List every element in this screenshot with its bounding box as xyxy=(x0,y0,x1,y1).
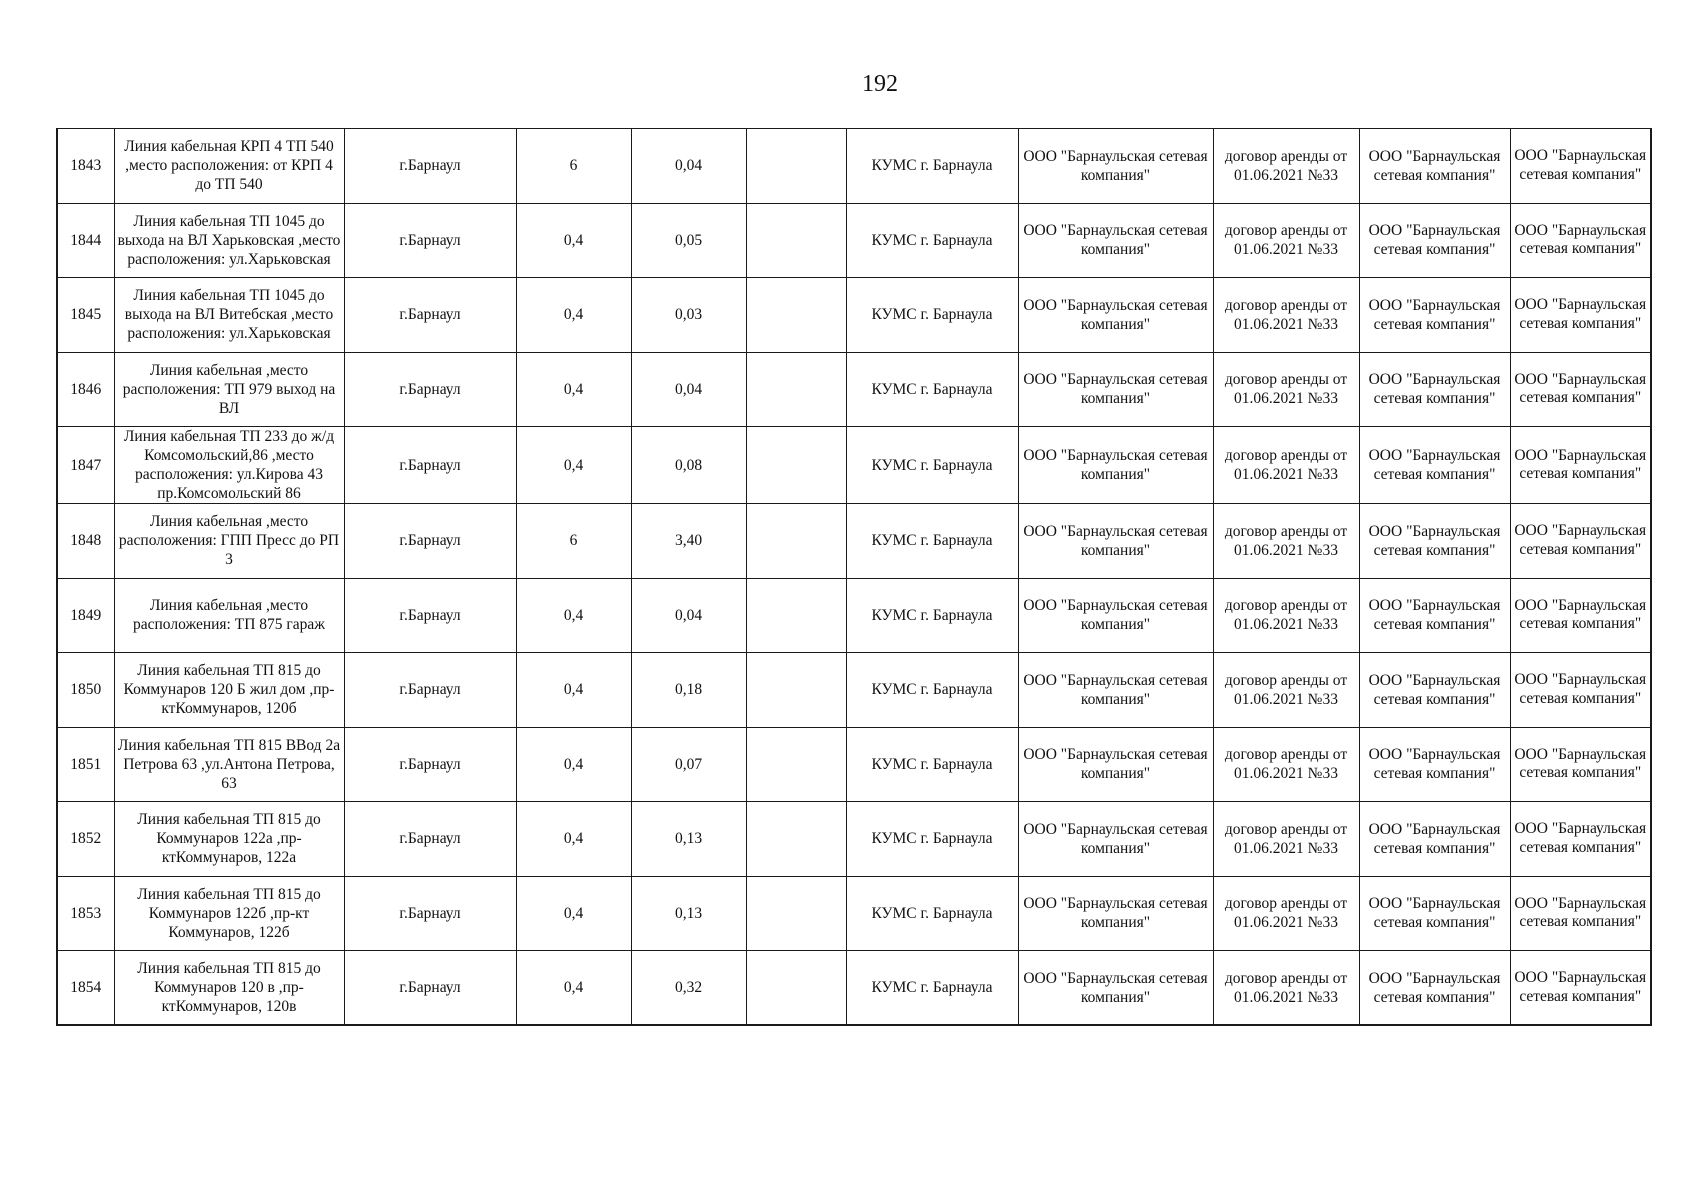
cell-extra xyxy=(746,876,846,951)
cell-maintainer: ООО "Барнаульская сетевая компания" xyxy=(1510,352,1651,427)
cell-extra xyxy=(746,653,846,728)
cell-owner: КУМС г. Барнаула xyxy=(846,278,1018,353)
cell-length: 0,32 xyxy=(631,951,746,1026)
cell-number: 1850 xyxy=(57,653,114,728)
cell-holder: ООО "Барнаульская сетевая компания" xyxy=(1359,578,1510,653)
cell-contract: договор аренды от 01.06.2021 №33 xyxy=(1213,802,1359,877)
cell-length: 0,13 xyxy=(631,802,746,877)
cell-holder: ООО "Барнаульская сетевая компания" xyxy=(1359,129,1510,204)
table-row xyxy=(57,203,1651,278)
cell-maintainer: ООО "Барнаульская сетевая компания" xyxy=(1510,578,1651,653)
cell-owner: КУМС г. Барнаула xyxy=(846,727,1018,802)
cell-extra xyxy=(746,504,846,579)
cell-voltage: 6 xyxy=(516,504,631,579)
cell-maintainer: ООО "Барнаульская сетевая компания" xyxy=(1510,653,1651,728)
table-row xyxy=(57,278,1651,353)
cell-city: г.Барнаул xyxy=(344,203,516,278)
cell-voltage: 0,4 xyxy=(516,352,631,427)
table-row xyxy=(57,951,1651,1026)
cell-contract: договор аренды от 01.06.2021 №33 xyxy=(1213,951,1359,1026)
table-row xyxy=(57,727,1651,802)
cell-city: г.Барнаул xyxy=(344,504,516,579)
cell-contract: договор аренды от 01.06.2021 №33 xyxy=(1213,727,1359,802)
cell-maintainer: ООО "Барнаульская сетевая компания" xyxy=(1510,951,1651,1026)
cell-voltage: 0,4 xyxy=(516,278,631,353)
cell-owner: КУМС г. Барнаула xyxy=(846,802,1018,877)
cell-voltage: 0,4 xyxy=(516,427,631,504)
cell-owner: КУМС г. Барнаула xyxy=(846,653,1018,728)
cell-extra xyxy=(746,727,846,802)
cell-extra xyxy=(746,278,846,353)
cell-name: Линия кабельная ТП 815 до Коммунаров 122а ,пр-ктКоммунаров, 122а xyxy=(114,802,344,877)
cell-city: г.Барнаул xyxy=(344,727,516,802)
cell-voltage: 0,4 xyxy=(516,727,631,802)
cell-voltage: 0,4 xyxy=(516,951,631,1026)
cell-contract: договор аренды от 01.06.2021 №33 xyxy=(1213,876,1359,951)
cell-name: Линия кабельная ТП 815 ВВод 2а Петрова 63 ,ул.Антона Петрова, 63 xyxy=(114,727,344,802)
table-row xyxy=(57,504,1651,579)
cell-length: 0,18 xyxy=(631,653,746,728)
cell-length: 0,05 xyxy=(631,203,746,278)
cell-maintainer: ООО "Барнаульская сетевая компания" xyxy=(1510,129,1651,204)
cell-contract: договор аренды от 01.06.2021 №33 xyxy=(1213,578,1359,653)
cell-maintainer: ООО "Барнаульская сетевая компания" xyxy=(1510,802,1651,877)
cell-holder: ООО "Барнаульская сетевая компания" xyxy=(1359,427,1510,504)
cell-number: 1847 xyxy=(57,427,114,504)
cell-holder: ООО "Барнаульская сетевая компания" xyxy=(1359,802,1510,877)
table-row xyxy=(57,129,1651,204)
cell-owner: КУМС г. Барнаула xyxy=(846,504,1018,579)
cell-name: Линия кабельная ТП 1045 до выхода на ВЛ Харьковская ,место расположения: ул.Харьковская xyxy=(114,203,344,278)
cell-number: 1849 xyxy=(57,578,114,653)
cell-maintainer: ООО "Барнаульская сетевая компания" xyxy=(1510,427,1651,504)
cell-voltage: 0,4 xyxy=(516,203,631,278)
cell-voltage: 0,4 xyxy=(516,802,631,877)
cell-name: Линия кабельная ,место расположения: ТП 875 гараж xyxy=(114,578,344,653)
cell-operator: ООО "Барнаульская сетевая компания" xyxy=(1018,278,1213,353)
cell-owner: КУМС г. Барнаула xyxy=(846,876,1018,951)
table-row xyxy=(57,427,1651,504)
cell-contract: договор аренды от 01.06.2021 №33 xyxy=(1213,278,1359,353)
cell-maintainer: ООО "Барнаульская сетевая компания" xyxy=(1510,278,1651,353)
cell-operator: ООО "Барнаульская сетевая компания" xyxy=(1018,876,1213,951)
cell-number: 1845 xyxy=(57,278,114,353)
table-row xyxy=(57,578,1651,653)
cell-number: 1852 xyxy=(57,802,114,877)
cell-contract: договор аренды от 01.06.2021 №33 xyxy=(1213,129,1359,204)
cell-name: Линия кабельная ТП 815 до Коммунаров 120 в ,пр-ктКоммунаров, 120в xyxy=(114,951,344,1026)
cell-contract: договор аренды от 01.06.2021 №33 xyxy=(1213,504,1359,579)
cell-holder: ООО "Барнаульская сетевая компания" xyxy=(1359,278,1510,353)
cell-name: Линия кабельная ,место расположения: ТП 979 выход на ВЛ xyxy=(114,352,344,427)
cell-name: Линия кабельная ТП 233 до ж/д Комсомольский,86 ,место расположения: ул.Кирова 43 пр.Комсомольский 86 xyxy=(114,427,344,504)
cell-operator: ООО "Барнаульская сетевая компания" xyxy=(1018,129,1213,204)
cell-contract: договор аренды от 01.06.2021 №33 xyxy=(1213,352,1359,427)
cell-contract: договор аренды от 01.06.2021 №33 xyxy=(1213,427,1359,504)
cell-extra xyxy=(746,427,846,504)
table-row xyxy=(57,352,1651,427)
cell-operator: ООО "Барнаульская сетевая компания" xyxy=(1018,578,1213,653)
cell-city: г.Барнаул xyxy=(344,802,516,877)
cell-number: 1854 xyxy=(57,951,114,1026)
cell-name: Линия кабельная ТП 815 до Коммунаров 120 Б жил дом ,пр-ктКоммунаров, 120б xyxy=(114,653,344,728)
cell-number: 1844 xyxy=(57,203,114,278)
cell-number: 1843 xyxy=(57,129,114,204)
cell-contract: договор аренды от 01.06.2021 №33 xyxy=(1213,203,1359,278)
cell-operator: ООО "Барнаульская сетевая компания" xyxy=(1018,504,1213,579)
cell-city: г.Барнаул xyxy=(344,352,516,427)
cell-length: 0,04 xyxy=(631,578,746,653)
cell-length: 0,08 xyxy=(631,427,746,504)
cell-maintainer: ООО "Барнаульская сетевая компания" xyxy=(1510,203,1651,278)
cell-city: г.Барнаул xyxy=(344,951,516,1026)
cell-holder: ООО "Барнаульская сетевая компания" xyxy=(1359,727,1510,802)
cell-voltage: 6 xyxy=(516,129,631,204)
cell-owner: КУМС г. Барнаула xyxy=(846,352,1018,427)
cell-voltage: 0,4 xyxy=(516,653,631,728)
cell-owner: КУМС г. Барнаула xyxy=(846,129,1018,204)
cell-name: Линия кабельная ,место расположения: ГПП Пресс до РП 3 xyxy=(114,504,344,579)
cell-extra xyxy=(746,802,846,877)
cell-holder: ООО "Барнаульская сетевая компания" xyxy=(1359,876,1510,951)
cell-extra xyxy=(746,129,846,204)
cell-city: г.Барнаул xyxy=(344,129,516,204)
cell-number: 1848 xyxy=(57,504,114,579)
cell-holder: ООО "Барнаульская сетевая компания" xyxy=(1359,352,1510,427)
cell-city: г.Барнаул xyxy=(344,578,516,653)
cell-length: 0,04 xyxy=(631,129,746,204)
cell-operator: ООО "Барнаульская сетевая компания" xyxy=(1018,802,1213,877)
cell-length: 0,13 xyxy=(631,876,746,951)
cell-owner: КУМС г. Барнаула xyxy=(846,578,1018,653)
cell-holder: ООО "Барнаульская сетевая компания" xyxy=(1359,951,1510,1026)
cell-operator: ООО "Барнаульская сетевая компания" xyxy=(1018,352,1213,427)
cell-extra xyxy=(746,203,846,278)
cell-number: 1846 xyxy=(57,352,114,427)
cell-operator: ООО "Барнаульская сетевая компания" xyxy=(1018,653,1213,728)
cell-number: 1853 xyxy=(57,876,114,951)
cell-length: 0,07 xyxy=(631,727,746,802)
cell-owner: КУМС г. Барнаула xyxy=(846,203,1018,278)
cell-extra xyxy=(746,352,846,427)
table-row xyxy=(57,802,1651,877)
cell-extra xyxy=(746,578,846,653)
cell-operator: ООО "Барнаульская сетевая компания" xyxy=(1018,427,1213,504)
cell-city: г.Барнаул xyxy=(344,653,516,728)
cell-city: г.Барнаул xyxy=(344,278,516,353)
cell-length: 0,04 xyxy=(631,352,746,427)
cell-name: Линия кабельная ТП 1045 до выхода на ВЛ Витебская ,место расположения: ул.Харьковская xyxy=(114,278,344,353)
cell-maintainer: ООО "Барнаульская сетевая компания" xyxy=(1510,727,1651,802)
cell-number: 1851 xyxy=(57,727,114,802)
registry-body xyxy=(57,129,1651,1026)
cell-voltage: 0,4 xyxy=(516,578,631,653)
cell-extra xyxy=(746,951,846,1026)
cell-contract: договор аренды от 01.06.2021 №33 xyxy=(1213,653,1359,728)
cell-holder: ООО "Барнаульская сетевая компания" xyxy=(1359,504,1510,579)
cell-maintainer: ООО "Барнаульская сетевая компания" xyxy=(1510,504,1651,579)
cell-owner: КУМС г. Барнаула xyxy=(846,951,1018,1026)
table-row xyxy=(57,876,1651,951)
table-row xyxy=(57,653,1651,728)
cell-name: Линия кабельная КРП 4 ТП 540 ,место расположения: от КРП 4 до ТП 540 xyxy=(114,129,344,204)
cell-length: 0,03 xyxy=(631,278,746,353)
cell-voltage: 0,4 xyxy=(516,876,631,951)
cell-owner: КУМС г. Барнаула xyxy=(846,427,1018,504)
cell-maintainer: ООО "Барнаульская сетевая компания" xyxy=(1510,876,1651,951)
page-number: 192 xyxy=(862,71,898,97)
cell-length: 3,40 xyxy=(631,504,746,579)
cell-holder: ООО "Барнаульская сетевая компания" xyxy=(1359,203,1510,278)
cell-operator: ООО "Барнаульская сетевая компания" xyxy=(1018,727,1213,802)
cell-city: г.Барнаул xyxy=(344,876,516,951)
registry-table xyxy=(56,128,1652,1026)
cell-holder: ООО "Барнаульская сетевая компания" xyxy=(1359,653,1510,728)
cell-operator: ООО "Барнаульская сетевая компания" xyxy=(1018,203,1213,278)
cell-city: г.Барнаул xyxy=(344,427,516,504)
cell-name: Линия кабельная ТП 815 до Коммунаров 122б ,пр-кт Коммунаров, 122б xyxy=(114,876,344,951)
cell-operator: ООО "Барнаульская сетевая компания" xyxy=(1018,951,1213,1026)
